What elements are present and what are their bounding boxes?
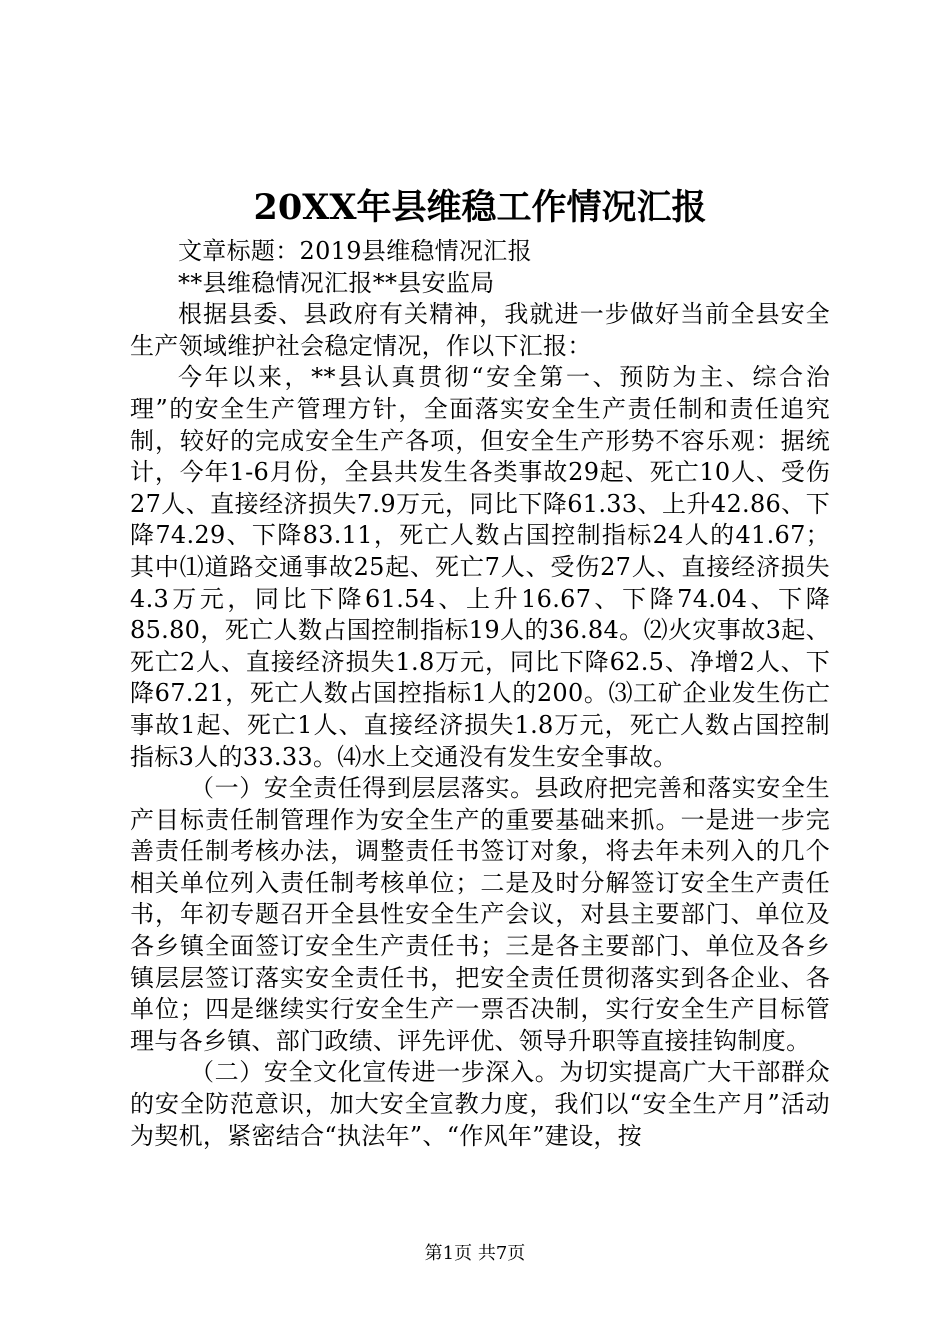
article-title-line: 文章标题：2019县维稳情况汇报	[178, 237, 532, 265]
section-paragraph: （一）安全责任得到层层落实。县政府把完善和落实安全生产目标责任制管理作为安全生产的重要基础来抓。一是进一步完善责任制考核办法，调整责任书签订对象，将去年未列入的几个相关单位列入责任制考核单位；二是及时分解签订安全生产责任书，年初专题召开全县性安全生产会议，对县主要部门、单位及各乡镇全面签订安全生产责任书；三是各主要部门、单位及各乡镇层层签订落实安全责任书，把安全责任贯彻落实到各企业、各单位；四是继续实行安全生产一票否决制，实行安全生产目标管理与各乡镇、部门政绩、评先评优、领导升职等直接挂钩制度。	[130, 774, 830, 1055]
document-page	[130, 180, 830, 1152]
body-paragraph: 根据县委、县政府有关精神，我就进一步做好当前全县安全生产领域维护社会稳定情况，作以下汇报：	[130, 300, 830, 360]
body-paragraph: 今年以来，**县认真贯彻“安全第一、预防为主、综合治理”的安全生产管理方针，全面落实安全生产责任制和责任追究制，较好的完成安全生产各项，但安全生产形势不容乐观：据统计，今年1-6月份，全县共发生各类事故29起、死亡10人、受伤27人、直接经济损失7.9万元，同比下降61.33、上升42.86、下降74.29、下降83.11，死亡人数占国控制指标24人的41.67；其中⑴道路交通事故25起、死亡7人、受伤27人、直接经济损失4.3万元，同比下降61.54、上升16.67、下降74.04、下降85.80，死亡人数占国控制指标19人的36.84。⑵火灾事故3起、死亡2人、直接经济损失1.8万元，同比下降62.5、净增2人、下降67.21，死亡人数占国控指标1人的200。⑶工矿企业发生伤亡事故1起、死亡1人、直接经济损失1.8万元，死亡人数占国控制指标3人的33.33。⑷水上交通没有发生安全事故。	[130, 363, 830, 771]
document-body	[130, 236, 830, 1152]
page-footer: 第1页 共7页	[424, 1243, 526, 1264]
section-paragraph: （二）安全文化宣传进一步深入。为切实提高广大干部群众的安全防范意识，加大安全宣教力度，我们以“安全生产月”活动为契机，紧密结合“执法年”、“作风年”建设，按	[130, 1058, 830, 1150]
document-title: 20XX年县维稳工作情况汇报	[253, 187, 707, 228]
report-subtitle-line: **县维稳情况汇报**县安监局	[178, 268, 495, 297]
